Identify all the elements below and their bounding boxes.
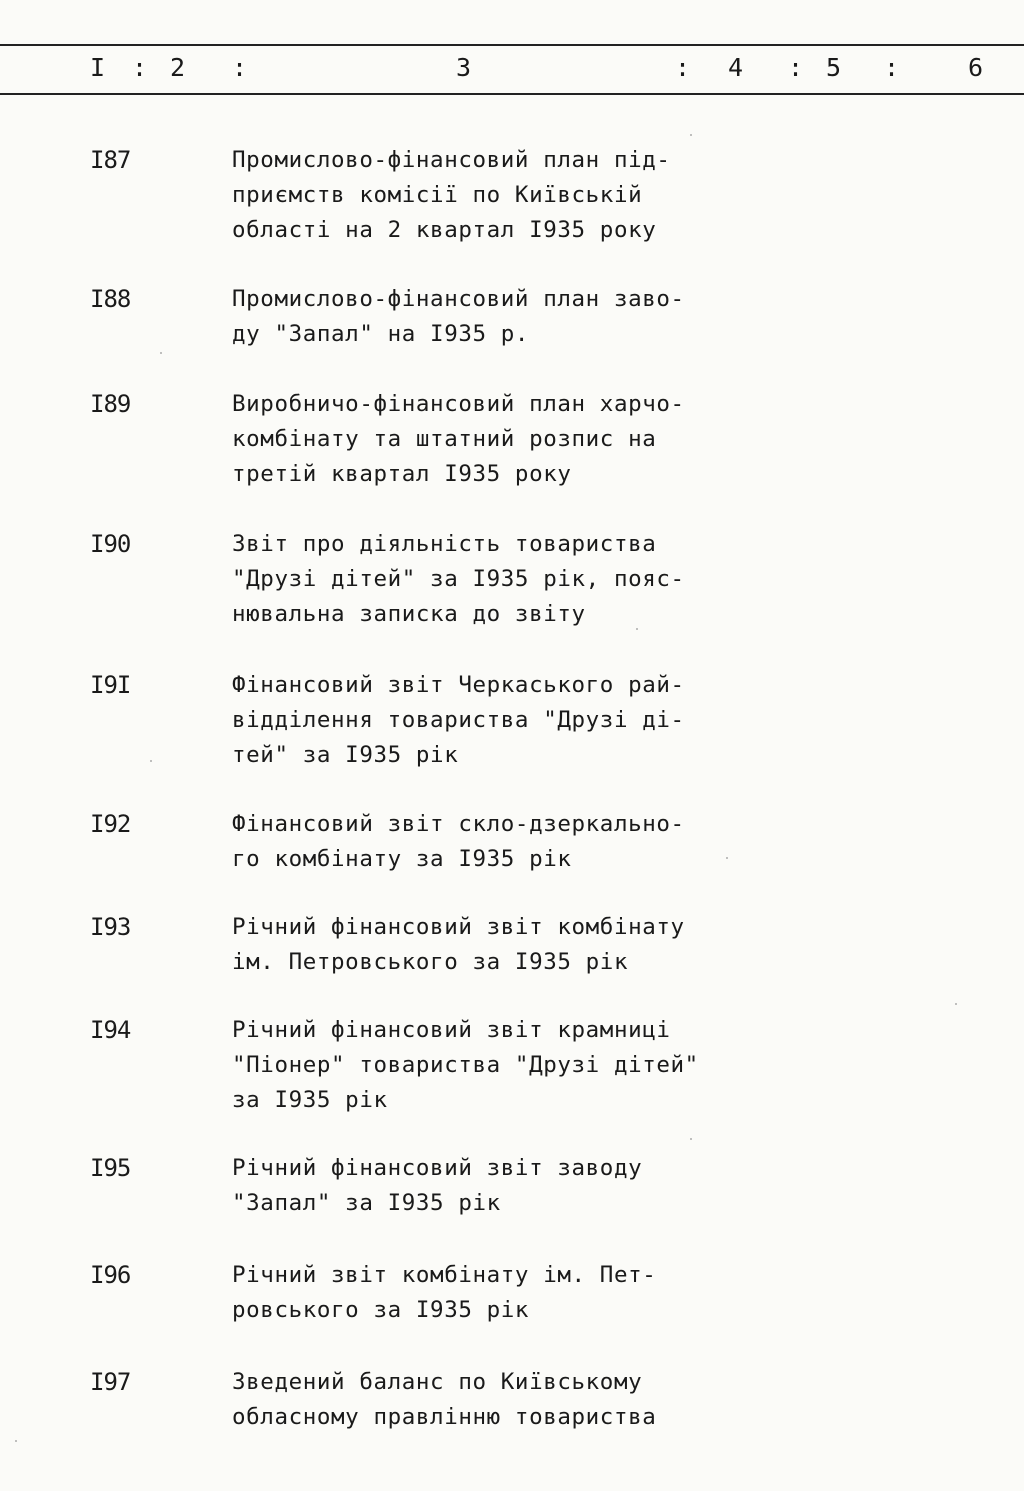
header-top-rule [0, 44, 1024, 46]
entry-title: Річний фінансовий звіт крамниці "Піонер" товариства "Друзі дітей" за I935 рік [232, 1017, 699, 1113]
entry-number: I87 [90, 146, 131, 174]
scan-speck [726, 857, 728, 859]
entry-title: Звіт про діяльність товариства "Друзі дітей" за I935 рік, пояс- нювальна записка до звіту [232, 531, 685, 627]
column-separator-1: : [132, 53, 148, 82]
entry-number: I89 [90, 390, 131, 418]
entry-title: Промислово-фінансовий план заво- ду "Запал" на I935 р. [232, 286, 685, 347]
entry-number: I9I [90, 671, 131, 699]
column-header-5: 5 [826, 53, 842, 82]
scan-speck [150, 760, 152, 762]
column-separator-4: : [788, 53, 804, 82]
entry-number: I94 [90, 1016, 131, 1044]
entry-number: I93 [90, 913, 131, 941]
entry-number: I90 [90, 530, 131, 558]
entry-number: I92 [90, 810, 131, 838]
column-separator-3: : [675, 53, 691, 82]
column-header-3: 3 [456, 53, 472, 82]
scan-speck [955, 1003, 957, 1005]
scan-speck [690, 134, 692, 136]
header-bottom-rule [0, 93, 1024, 95]
entry-title: Фінансовий звіт Черкаського рай- відділення товариства "Друзі ді- тей" за I935 рік [232, 672, 685, 768]
entry-title: Річний фінансовий звіт комбінату ім. Петровського за I935 рік [232, 914, 685, 975]
scan-speck [690, 1138, 692, 1140]
entry-title: Виробничо-фінансовий план харчо- комбінату та штатний розпис на третій квартал I935 року [232, 391, 685, 487]
entry-title: Фінансовий звіт скло-дзеркально- го комбінату за I935 рік [232, 811, 685, 872]
column-header-2: 2 [170, 53, 186, 82]
scan-speck [15, 1440, 17, 1442]
entry-number: I95 [90, 1154, 131, 1182]
column-header-row [0, 50, 1024, 86]
entry-number: I97 [90, 1368, 131, 1396]
column-separator-2: : [232, 53, 248, 82]
column-separator-5: : [884, 53, 900, 82]
entry-title: Промислово-фінансовий план під- приємств комісії по Київській області на 2 квартал I935 року [232, 147, 671, 243]
entry-number: I88 [90, 285, 131, 313]
entry-title: Річний звіт комбінату ім. Пет- ровського за I935 рік [232, 1262, 657, 1323]
column-header-6: 6 [968, 53, 984, 82]
scan-speck [636, 628, 638, 630]
entry-title: Річний фінансовий звіт заводу "Запал" за I935 рік [232, 1155, 643, 1216]
column-header-4: 4 [728, 53, 744, 82]
column-header-1: I [90, 53, 106, 82]
scan-speck [160, 352, 162, 354]
entry-title: Зведений баланс по Київському обласному правлінню товариства [232, 1369, 657, 1430]
entry-number: I96 [90, 1261, 131, 1289]
